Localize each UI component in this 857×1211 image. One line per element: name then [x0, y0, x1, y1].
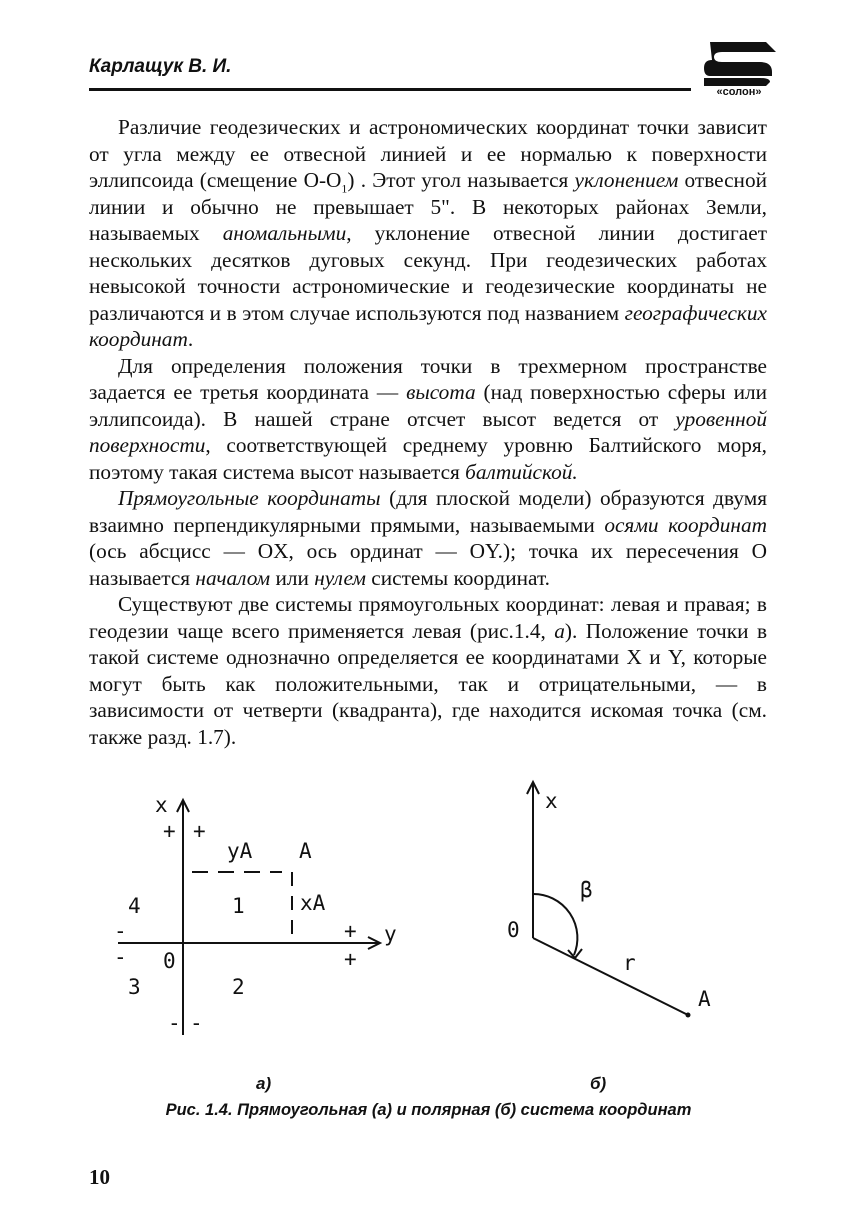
text-run: , соответствующей среднему уровню Балтийского моря, поэтому такая система высот называется — [89, 433, 767, 484]
logo-s-shape-top — [704, 42, 776, 76]
text-run: (для плоской модели) образуются двумя взаимно перпендикулярными прямыми, называемыми — [89, 486, 767, 537]
minus-y-top: - — [114, 919, 127, 943]
italic-term: географических координат — [89, 300, 767, 351]
italic-term: осями координат — [604, 512, 767, 537]
radius-label: r — [623, 951, 636, 975]
text-run: ). Положение точки в такой системе однозначно определяется ее координатами X и Y, которые могут быть как положительными, так и отрицательными, — в зависимости от четверти (квадранта), где находится искомая точка (см. также разд. 1.7). — [89, 618, 767, 749]
text-run: (ось абсцисс — OX, ось ординат — OY.); точка их пересечения О называется — [89, 539, 767, 590]
diagram-polar — [507, 782, 711, 1018]
minus-x-right: - — [190, 1011, 203, 1035]
plus-x-left: + — [163, 819, 176, 843]
paragraph-1 — [89, 114, 767, 353]
point-a-dot — [686, 1013, 691, 1018]
quadrant-2: 2 — [232, 975, 245, 999]
text-run: . — [187, 327, 194, 351]
xa-label: xA — [300, 891, 326, 915]
quadrant-1: 1 — [232, 894, 245, 918]
quadrant-4: 4 — [128, 894, 141, 918]
subscript: 1 — [341, 181, 348, 196]
italic-term: высота — [406, 380, 476, 404]
plus-y-top: + — [344, 919, 357, 943]
polar-axis-x-label: x — [545, 789, 558, 813]
text-run: ) . Этот угол называется — [347, 168, 575, 192]
text-run: или — [270, 565, 315, 590]
text-run: Различие геодезических и астрономических координат точки зависит от угла между ее отвесной линией и ее нормалью к поверхности эллипсоида (смещение O-O — [89, 115, 767, 192]
polar-point-a-label: A — [698, 987, 711, 1011]
text-run: отвесной линии и обычно не превышает 5". В некоторых районах Земли, называемых — [89, 168, 767, 245]
text-run: Для определения положения точки в трехмерном пространстве задается ее третья координата — — [89, 353, 767, 404]
logo-s-shape-bottom — [704, 78, 770, 86]
beta-arc — [533, 894, 577, 955]
italic-term: Прямоугольные координаты — [118, 486, 381, 510]
figure-caption: Рис. 1.4. Прямоугольная (а) и полярная (б) система координат — [165, 1101, 692, 1119]
polar-origin-label: 0 — [507, 918, 520, 942]
header-rule — [89, 88, 691, 91]
point-a-label: A — [299, 839, 312, 863]
body-text — [89, 114, 767, 750]
quadrant-3: 3 — [128, 975, 141, 999]
text-run: , уклонение отвесной линии достигает нескольких десятков дуговых секунд. При геодезических работах невысокой точности астрономические и геодезические координаты не различаются и в этом случае используются под названием — [89, 221, 767, 325]
figure-1-4 — [0, 760, 857, 1080]
minus-x-left: - — [168, 1011, 181, 1035]
italic-term: а — [554, 618, 565, 643]
beta-label: β — [580, 878, 593, 902]
text-run: системы координат. — [365, 565, 550, 590]
figure-label-a: а) — [256, 1074, 272, 1093]
italic-term: аномальными — [222, 221, 347, 245]
diagram-rectangular — [114, 793, 397, 1035]
paragraph-3 — [89, 485, 767, 591]
origin-label: 0 — [163, 949, 176, 973]
radius-line — [533, 938, 688, 1015]
ya-label: yA — [227, 839, 253, 863]
italic-term: нулем — [314, 565, 366, 590]
minus-y-bottom: - — [114, 945, 127, 969]
header-author: Карлащук В. И. — [89, 56, 232, 77]
italic-term: балтийской. — [465, 459, 578, 484]
plus-y-bottom: + — [344, 947, 357, 971]
paragraph-4 — [89, 591, 767, 750]
page-number: 10 — [89, 1165, 110, 1189]
text-run: (над поверхностью сферы или эллипсоида). В нашей стране отсчет высот ведется от — [89, 380, 767, 431]
logo-caption: «солон» — [716, 86, 762, 98]
italic-term: началом — [195, 565, 271, 590]
italic-term: уклонением — [574, 168, 679, 192]
axis-x-label: x — [155, 793, 168, 817]
paragraph-2 — [89, 353, 767, 486]
figure-label-b: б) — [590, 1074, 607, 1093]
text-run: Существуют две системы прямоугольных координат: левая и правая; в геодезии чаще всего применяется левая (рис.1.4, — [89, 592, 767, 643]
plus-x-right: + — [193, 819, 206, 843]
italic-term: уровенной поверхности — [89, 406, 767, 457]
axis-y-label: y — [384, 922, 397, 946]
